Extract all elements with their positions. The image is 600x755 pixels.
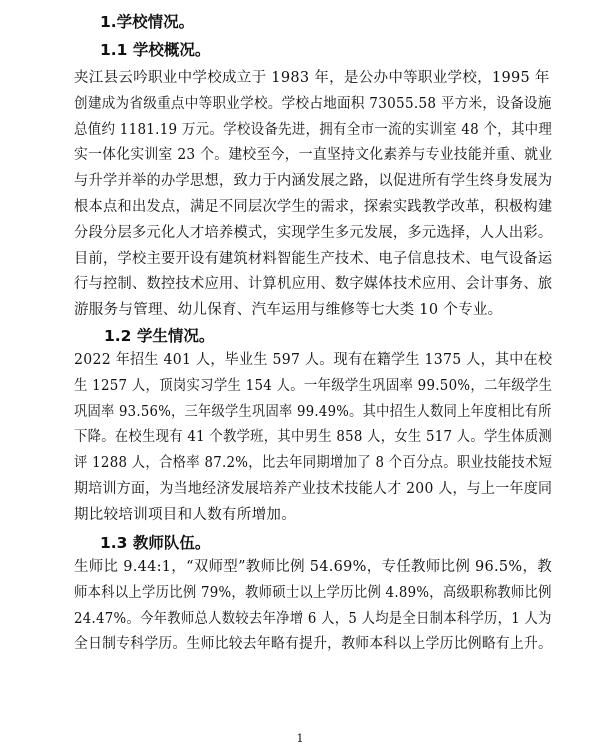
paragraph-line: 评 1288 人，合格率 87.2%，比去年同期增加了 8 个百分点。职业技能技术短 <box>74 455 553 472</box>
paragraph-line: 分段分层多元化人才培养模式，实现学生多元发展，多元选择，人人出彩。 <box>74 224 553 241</box>
paragraph-line: 生 1257 人，顶岗实习学生 154 人。一年级学生巩固率 99.50%，二年级学生 <box>74 377 553 394</box>
paragraph-line: 全日制专科学历。生师比较去年略有提升，教师本科以上学历比例略有上升。 <box>74 636 553 653</box>
paragraph-line: 师本科以上学历比例 79%，教师硕士以上学历比例 4.89%，高级职称教师比例 <box>74 584 552 601</box>
paragraph-line: 行与控制、数控技术应用、计算机应用、数字媒体技术应用、会计事务、旅 <box>74 276 553 293</box>
section-heading-school-overview: 1.1 学校概况。 <box>100 41 211 59</box>
paragraph-line: 24.47%。今年教师总人数较去年净增 6 人，5 人均是全日制本科学历，1 人为 <box>74 610 552 627</box>
section-heading-school-status: 1.学校情况。 <box>100 13 195 31</box>
paragraph-students <box>74 348 552 529</box>
paragraph-line: 与升学并举的办学思想，致力于内涵发展之路，以促进所有学生终身发展为 <box>74 173 553 190</box>
paragraph-line: 目前，学校主要开设有建筑材料智能生产技术、电子信息技术、电气设备运 <box>74 250 553 267</box>
paragraph-line: 期比较培训项目和人数有所增加。 <box>74 506 296 523</box>
paragraph-line: 根本点和出发点，满足不同层次学生的需求，探索实践教学改革，积极构建 <box>74 198 553 215</box>
section-heading-teachers: 1.3 教师队伍。 <box>100 534 211 552</box>
paragraph-line: 生师比 9.44:1，“双师型”教师比例 54.69%，专任教师比例 96.5%，教 <box>74 559 552 575</box>
paragraph-teachers <box>74 555 552 658</box>
paragraph-line: 创建成为省级重点中等职业学校。学校占地面积 73055.58 平方米，设备设施 <box>74 95 552 112</box>
paragraph-line: 巩固率 93.56%，三年级学生巩固率 99.49%。其中招生人数同上年度相比有所 <box>74 403 552 420</box>
paragraph-line: 下降。在校生现有 41 个教学班，其中男生 858 人，女生 517 人。学生体质测 <box>74 429 553 446</box>
paragraph-line: 总值约 1181.19 万元。学校设备先进，拥有全市一流的实训室 48 个，其中理 <box>74 121 553 138</box>
paragraph-line: 夹江县云吟职业中学校成立于 1983 年，是公办中等职业学校，1995 年 <box>74 70 550 86</box>
paragraph-line: 期培训方面，为当地经济发展培养产业技术技能人才 200 人，与上一年度同 <box>74 480 553 497</box>
page-number: 1 <box>296 732 304 745</box>
paragraph-line: 2022 年招生 401 人，毕业生 597 人。现有在籍学生 1375 人，其中在校 <box>74 352 553 368</box>
paragraph-line: 实一体化实训室 23 个。建校至今，一直坚持文化素养与专业技能并重、就业 <box>74 147 553 164</box>
section-heading-students: 1.2 学生情况。 <box>104 327 215 345</box>
paragraph-line: 游服务与管理、幼儿保育、汽车运用与维修等七大类 10 个专业。 <box>74 302 503 319</box>
paragraph-school-overview <box>74 66 552 324</box>
